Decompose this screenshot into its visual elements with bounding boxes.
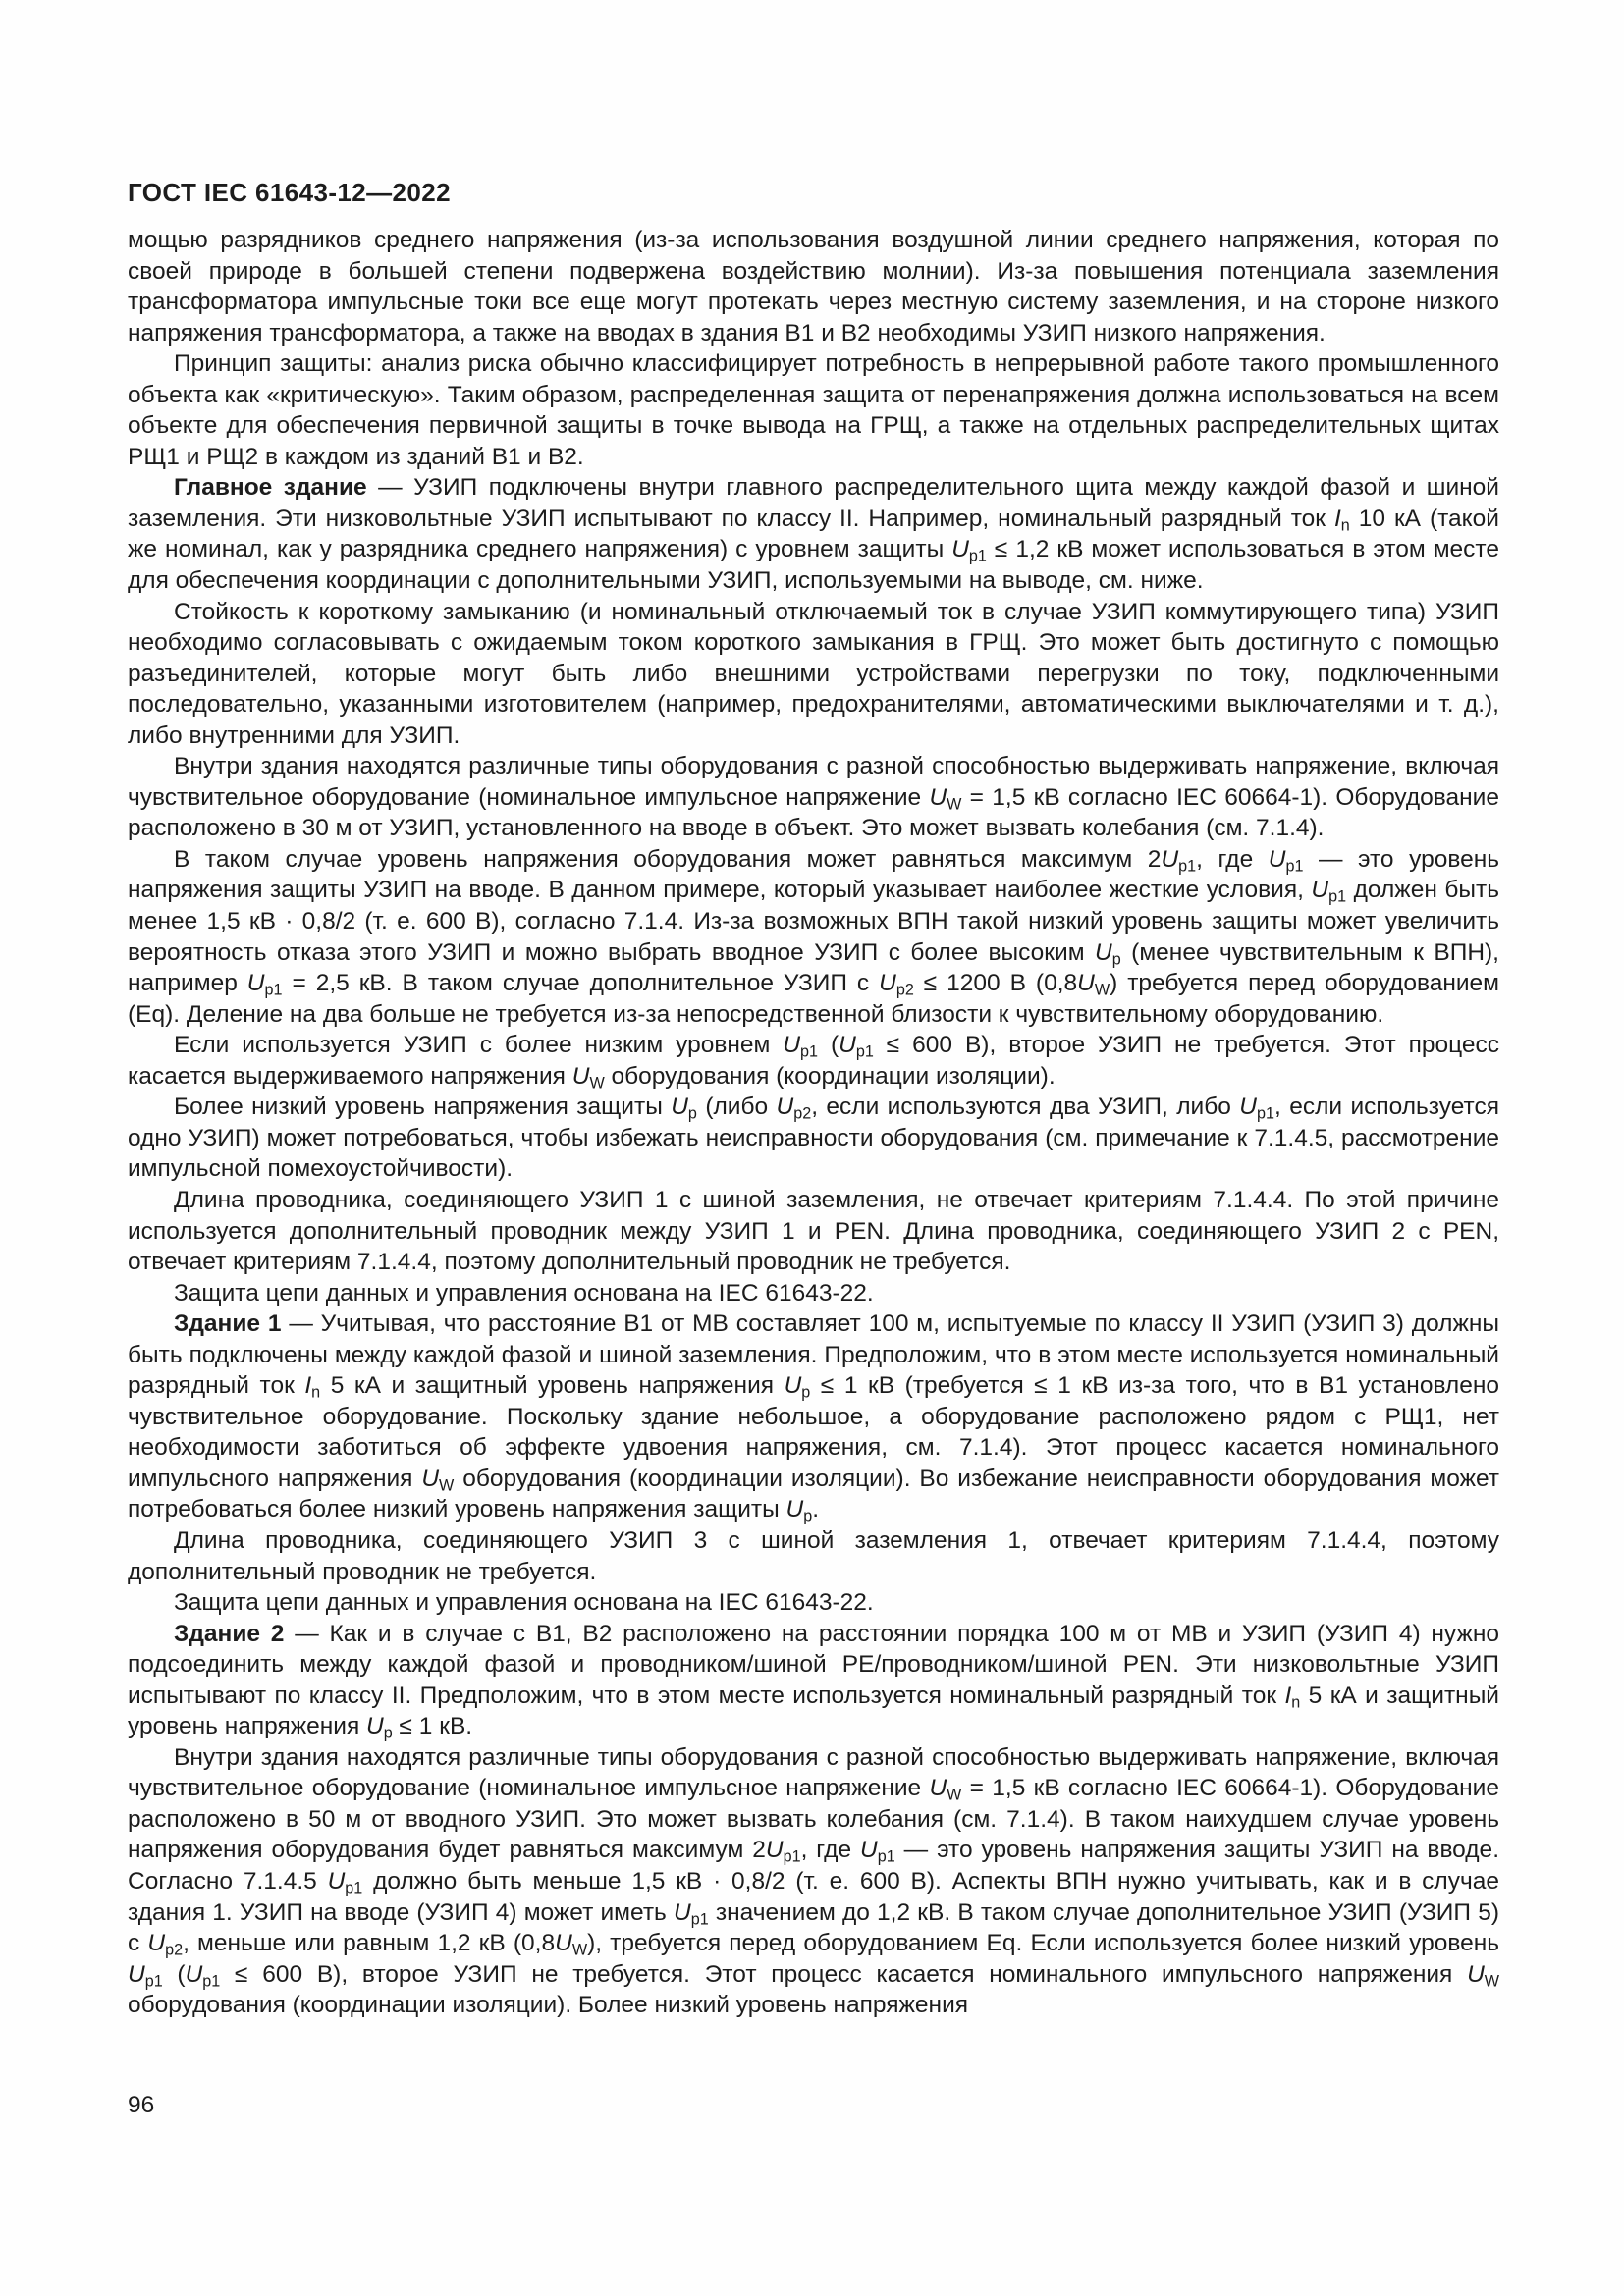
paragraph: Внутри здания находятся различные типы оборудования с разной способностью выдерживать напряжение, включая чувствительное оборудование (номинальное импульсное напряжение $U_W = 1,5$ кВ согласно IEC 60664-1). Оборудование расположено в 50 м от вводного УЗИП. Это может вызвать колебания (см. 7.1.4). В таком наихудшем случае уровень напряжения оборудования будет равняться максимум $2U_{p1}$, где $U_{p1}$ — это уровень напряжения защиты УЗИП на вводе. Согласно 7.1.4.5 $U_{p1}$ должно быть меньше 1,5 кВ · 0,8/2 (т. е. 600 В). Аспекты ВПН нужно учитывать, как и в случае здания 1. УЗИП на вводе (УЗИП 4) может иметь $U_{p1}$ значением до 1,2 кВ. В таком случае дополнительное УЗИП (УЗИП 5) с $U_{p2}$, меньше или равным 1,2 кВ $(0,8U_W)$, требуется перед оборудованием Eq. Если используется более низкий уровень $U_{p1}$ ($U_{p1} \le 600$ В), второе УЗИП не требуется. Этот процесс касается номинального импульсного напряжения $U_W$ оборудования (координации изоляции). Более низкий уровень напряжения [128,1743,1500,2019]
paragraph: В таком случае уровень напряжения оборудования может равняться максимум $2U_{p1}$, где $U_{p1}$ — это уровень напряжения защиты УЗИП на вводе. В данном примере, который указывает наиболее жесткие условия, $U_{p1}$ должен быть менее 1,5 кВ · 0,8/2 (т. е. 600 В), согласно 7.1.4. Из-за возможных ВПН такой низкий уровень защиты может увеличить вероятность отказа этого УЗИП и можно выбрать вводное УЗИП с более высоким $U_p$ (менее чувствительным к ВПН), например $U_{p1} = 2,5$ кВ. В таком случае дополнительное УЗИП с $U_{p2} \le 1200$ В $(0,8U_W)$ требуется перед оборудованием (Eq). Деление на два больше не требуется из-за непосредственной близости к чувствительному оборудованию. [128,845,1500,1028]
paragraph: Длина проводника, соединяющего УЗИП 3 с шиной заземления 1, отвечает критериям 7.1.4.4, поэтому дополнительный проводник не требуется. [128,1526,1499,1585]
paragraph: Если используется УЗИП с более низким уровнем $U_{p1}$ ($U_{p1} \le 600$ В), второе УЗИП не требуется. Этот процесс касается выдерживаемого напряжения $U_W$ оборудования (координации изоляции). [128,1032,1500,1093]
paragraph: Защита цепи данных и управления основана на IEC 61643-22. [174,1279,874,1307]
paragraph: Стойкость к короткому замыканию (и номинальный отключаемый ток в случае УЗИП коммутирующего типа) УЗИП необходимо согласовывать с ожидаемым током короткого замыкания в ГРЩ. Это может быть достигнуто с помощью разъединителей, которые могут быть либо внешними устройствами перегрузки по току, подключенными последовательно, указанными изготовителем (например, предохранителями, автоматическими выключателями и т. д.), либо внутренними для УЗИП. [128,598,1499,749]
paragraph: Здание 1 — Учитывая, что расстояние В1 от МВ составляет 100 м, испытуемые по классу II УЗИП (УЗИП 3) должны быть подключены между каждой фазой и шиной заземления. Предположим, что в этом месте используется номинальный разрядный ток $I_n$ 5 кА и защитный уровень напряжения $U_p \le 1$ кВ (требуется ≤ 1 кВ из-за того, что в В1 установлено чувствительное оборудование. Поскольку здание небольшое, а оборудование расположено рядом с РЩ1, нет необходимости заботиться об эффекте удвоения напряжения, см. 7.1.4). Этот процесс касается номинального импульсного напряжения $U_W$ оборудования (координации изоляции). Во избежание неисправности оборудования может потребоваться более низкий уровень напряжения защиты $U_p$. [128,1310,1500,1525]
paragraph: мощью разрядников среднего напряжения (из-за использования воздушной линии среднего напряжения, которая по своей природе в большей степени подвержена воздействию молнии). Из-за повышения потенциала заземления трансформатора импульсные токи все еще могут протекать через местную систему заземления, и на стороне низкого напряжения трансформатора, а также на вводах в здания В1 и В2 необходимы УЗИП низкого напряжения. [128,227,1499,347]
document-code: ГОСТ IEC 61643-12—2022 [128,178,451,207]
paragraph: Принцип защиты: анализ риска обычно классифицирует потребность в непрерывной работе такого промышленного объекта как «критическую». Таким образом, распределенная защита от перенапряжения должна использоваться на всем объекте для обеспечения первичной защиты в точке вывода на ГРЩ, а также на отдельных распределительных щитах РЩ1 и РЩ2 в каждом из зданий В1 и В2. [128,350,1499,470]
paragraph: Защита цепи данных и управления основана на IEC 61643-22. [174,1589,874,1617]
paragraph: Более низкий уровень напряжения защиты $U_p$ (либо $U_{p2}$, если используются два УЗИП, либо $U_{p1}$, если используется одно УЗИП) может потребоваться, чтобы избежать неисправности оборудования (см. примечание к 7.1.4.5, рассмотрение импульсной помехоустойчивости). [128,1094,1500,1183]
paragraph: Длина проводника, соединяющего УЗИП 1 с шиной заземления, не отвечает критериям 7.1.4.4. По этой причине используется дополнительный проводник между УЗИП 1 и PEN. Длина проводника, соединяющего УЗИП 2 с PEN, отвечает критериям 7.1.4.4, поэтому дополнительный проводник не требуется. [128,1186,1499,1276]
page-number: 96 [128,2092,155,2118]
paragraph: Здание 2 — Как и в случае с В1, В2 расположено на расстоянии порядка 100 м от МВ и УЗИП (УЗИП 4) нужно подсоединить между каждой фазой и проводником/шиной PE/проводником/шиной PEN. Эти низковольтные УЗИП испытывают по классу II. Предположим, что в этом месте используется номинальный разрядный ток $I_n$ 5 кА и защитный уровень напряжения $U_p \le 1$ кВ. [128,1620,1499,1742]
paragraph: Внутри здания находятся различные типы оборудования с разной способностью выдерживать напряжение, включая чувствительное оборудование (номинальное импульсное напряжение $U_W = 1,5$ кВ согласно IEC 60664-1). Оборудование расположено в 30 м от УЗИП, установленного на вводе в объект. Это может вызвать колебания (см. 7.1.4). [128,753,1499,842]
paragraph: Главное здание — УЗИП подключены внутри главного распределительного щита между каждой фазой и шиной заземления. Эти низковольтные УЗИП испытывают по классу II. Например, номинальный разрядный ток $I_n$ 10 кА (такой же номинал, как у разрядника среднего напряжения) с уровнем защиты $U_{p1} \le 1,2$ кВ может использоваться в этом месте для обеспечения координации с дополнительными УЗИП, используемыми на выводе, см. ниже. [128,474,1499,595]
page-body [128,225,1499,2021]
